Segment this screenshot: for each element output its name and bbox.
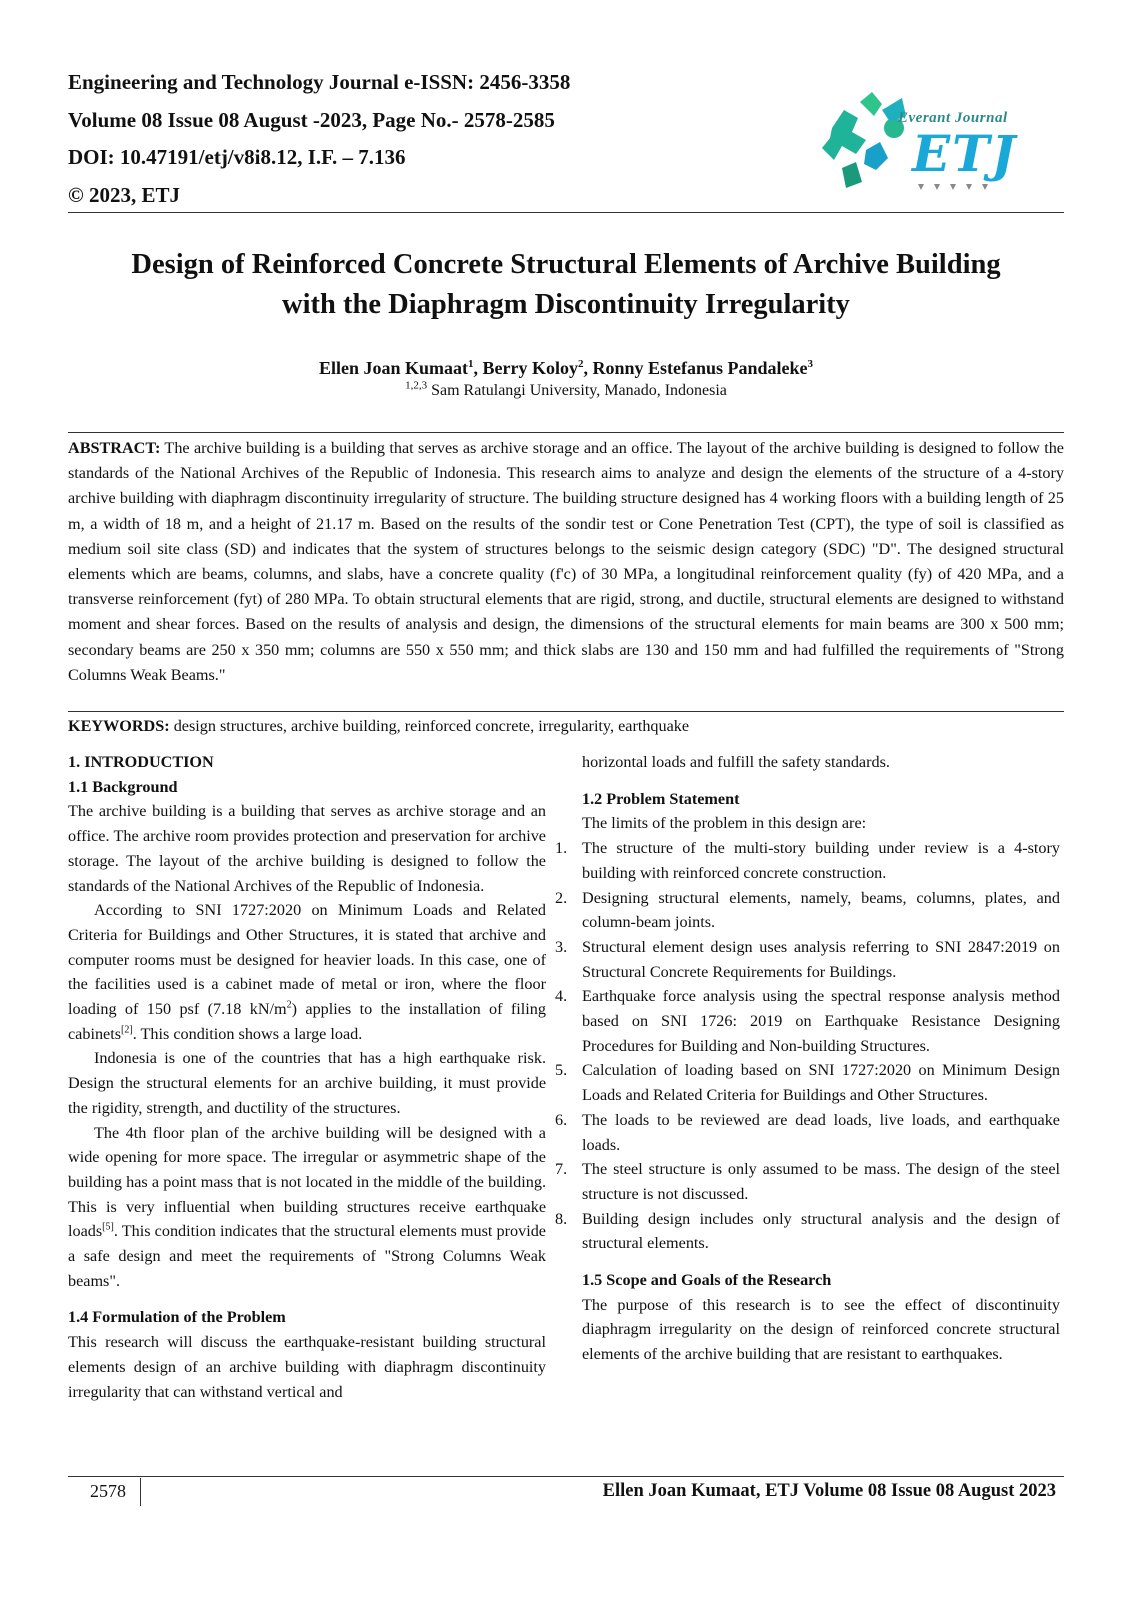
subsection-heading-background: 1.1 Background: [68, 777, 178, 796]
author-affil-mark: 1: [468, 358, 474, 370]
title-line-1: Design of Reinforced Concrete Structural Elements of Archive Building: [131, 249, 1001, 280]
title-line-2: with the Diaphragm Discontinuity Irregularity: [282, 289, 850, 320]
paper-title: [68, 245, 1064, 325]
list-item-text: The loads to be reviewed are dead loads, live loads, and earthquake loads.: [582, 1110, 1060, 1154]
paragraph-text: . This condition indicates that the structural elements must provide a safe design and meet the requirements of "Strong Columns Weak beams".: [68, 1222, 546, 1290]
subsection-heading-formulation: 1.4 Formulation of the Problem: [68, 1308, 286, 1327]
author-affil-mark: 3: [807, 358, 814, 370]
header-divider: [68, 212, 1064, 213]
right-column: [555, 750, 1060, 1367]
footer-separator: [140, 1478, 141, 1506]
list-number: 1.: [555, 839, 568, 858]
logo-caption: Everant Journal: [898, 110, 1008, 126]
list-number: 2.: [555, 888, 568, 907]
section-heading-introduction: 1. INTRODUCTION: [68, 753, 214, 771]
list-item: [555, 935, 1060, 984]
list-item: [555, 1108, 1060, 1157]
footer-citation: Ellen Joan Kumaat, ETJ Volume 08 Issue 08 August 2023: [602, 1481, 1056, 1501]
paragraph-text: According to SNI 1727:2020 on Minimum Loads and Related Criteria for Buildings and Other Structures, it is stated that archive and computer rooms must be designed for heavier loads. In this case, one of the facilities used is a cabinet made of metal or iron, where the floor loading of 150 psf (7.18 kN/m: [68, 901, 546, 1019]
paragraph-text: The 4th floor plan of the archive building will be designed with a wide opening for more space. The irregular or asymmetric shape of the building has a point mass that is not located in the middle of the building. This is very influential when building structures receive earthquake loads: [68, 1123, 546, 1241]
paragraph: This research will discuss the earthquake-resistant building structural elements design of an archive building with diaphragm discontinuity irregularity that can withstand vertical and: [68, 1333, 546, 1401]
author-name: Berry Koloy: [482, 358, 578, 378]
doi: DOI: 10.47191/etj/v8i8.12, I.F. – 7.136: [68, 145, 406, 169]
paragraph: [68, 898, 546, 1046]
citation-ref: [2]: [121, 1024, 133, 1036]
list-item-text: Earthquake force analysis using the spectral response analysis method based on SNI 1726: 2019 on Earthquake Resistance Designing Procedures for Building and Non-building Structures.: [582, 987, 1060, 1055]
affiliation-text: Sam Ratulangi University, Manado, Indonesia: [427, 382, 727, 399]
list-item: [555, 836, 1060, 885]
keywords-text: design structures, archive building, reinforced concrete, irregularity, earthquake: [169, 717, 690, 735]
author-name: Ronny Estefanus Pandaleke: [592, 358, 808, 378]
keywords-label: KEYWORDS:: [68, 717, 170, 735]
footer-rule: [68, 1476, 1064, 1477]
page-number: 2578: [90, 1481, 126, 1501]
subsection-heading-problem-statement: 1.2 Problem Statement: [582, 789, 740, 808]
limits-list: [555, 836, 1060, 1256]
journal-name: Engineering and Technology Journal e-ISSN: 2456-3358: [68, 70, 571, 94]
superscript: 2: [286, 999, 292, 1011]
subsection-heading-scope: 1.5 Scope and Goals of the Research: [582, 1271, 832, 1290]
list-item-text: Calculation of loading based on SNI 1727:2020 on Minimum Design Loads and Related Criteria for Buildings and Other Structures.: [582, 1061, 1060, 1105]
affiliation: [68, 380, 1064, 402]
list-item-text: The structure of the multi-story building under review is a 4-story building with reinforced concrete construction.: [582, 839, 1060, 882]
journal-header: [68, 64, 768, 214]
abstract-label: ABSTRACT:: [68, 439, 161, 457]
list-item: [555, 886, 1060, 935]
list-item: [555, 1207, 1060, 1256]
list-item-text: Building design includes only structural analysis and the design of structural elements.: [582, 1209, 1060, 1253]
paragraph: The archive building is a building that serves as archive storage and an office. The archive room provides protection and preservation for archive storage. The layout of the archive building is designed to follow the standards of the National Archives of the Republic of Indonesia.: [68, 802, 546, 895]
author-list: Ellen Joan Kumaat$^1$, Berry Koloy$^2$, Ronny Estefanus Pandaleke$^3$: [318, 358, 814, 378]
paragraph: The limits of the problem in this design are:: [582, 814, 867, 833]
citation-ref: [5]: [102, 1221, 114, 1233]
paragraph-continuation: horizontal loads and fulfill the safety standards.: [582, 753, 890, 771]
copyright: © 2023, ETJ: [68, 182, 180, 207]
volume-issue: Volume 08 Issue 08 August -2023, Page No.- 2578-2585: [68, 107, 555, 132]
abstract-top-rule: [68, 432, 1064, 433]
logo-mark: ETJ: [912, 124, 1017, 183]
list-number: 8.: [555, 1209, 568, 1228]
abstract: [68, 436, 1064, 688]
list-item: [555, 1157, 1060, 1206]
list-item: [555, 984, 1060, 1058]
keywords: [68, 714, 1064, 738]
left-column: [68, 750, 546, 1404]
abstract-bottom-rule: [68, 711, 1064, 712]
paragraph-text: . This condition shows a large load.: [132, 1024, 363, 1043]
affiliation-marks: 1,2,3: [405, 379, 428, 392]
list-number: 4.: [555, 987, 568, 1006]
paragraph: Indonesia is one of the countries that has a high earthquake risk. Design the structural elements for an archive building, it must provide the rigidity, strength, and ductility of the structures.: [68, 1049, 546, 1117]
list-number: 7.: [555, 1160, 568, 1179]
list-item-text: Designing structural elements, namely, beams, columns, plates, and column-beam joints.: [582, 888, 1060, 932]
abstract-text: The archive building is a building that serves as archive storage and an office. The layout of the archive building is designed to follow the standards of the National Archives of the Republic of Indonesia. This research aims to analyze and design the elements of the structure of a 4-story archive building with diaphragm discontinuity irregularity of structure. The building structure designed has 4 working floors with a building length of 25 m, a width of 18 m, and a height of 21.17 m. Based on the results of the sondir test or Cone Penetration Test (CPT), the type of soil is classified as medium soil site class (SD) and indicates that the system of structures belongs to the seismic design category (SDC) "D". The designed structural elements which are beams, columns, and slabs, have a concrete quality (f'c) of 30 MPa, a longitudinal reinforcement quality (fy) of 420 MPa, and a transverse reinforcement (fyt) of 280 MPa. To obtain structural elements that are rigid, strong, and ductile, structural elements are designed to withstand moment and shear forces. Based on the results of analysis and design, the dimensions of the structural elements for main beams are 300 x 500 mm; secondary beams are 250 x 350 mm; columns are 550 x 550 mm; and thick slabs are 130 and 150 mm and had fulfilled the requirements of "Strong Columns Weak Beams.": [68, 439, 1064, 684]
list-item-text: The steel structure is only assumed to be mass. The design of the steel structure is not discussed.: [582, 1160, 1060, 1203]
paragraph: [68, 1121, 546, 1294]
author-name: Ellen Joan Kumaat: [318, 358, 468, 378]
list-item-text: Structural element design uses analysis referring to SNI 2847:2019 on Structural Concrete Requirements for Buildings.: [582, 937, 1060, 981]
list-item: [555, 1058, 1060, 1107]
paragraph-text: ) applies to the installation of filing cabinets: [68, 1000, 546, 1043]
list-number: 5.: [555, 1061, 568, 1080]
paragraph: The purpose of this research is to see the effect of discontinuity diaphragm irregularity on the design of reinforced concrete structural elements of the archive building that are resistant to earthquakes.: [582, 1295, 1060, 1364]
list-number: 3.: [555, 937, 568, 956]
author-affil-mark: 2: [577, 358, 584, 370]
list-number: 6.: [555, 1110, 568, 1129]
